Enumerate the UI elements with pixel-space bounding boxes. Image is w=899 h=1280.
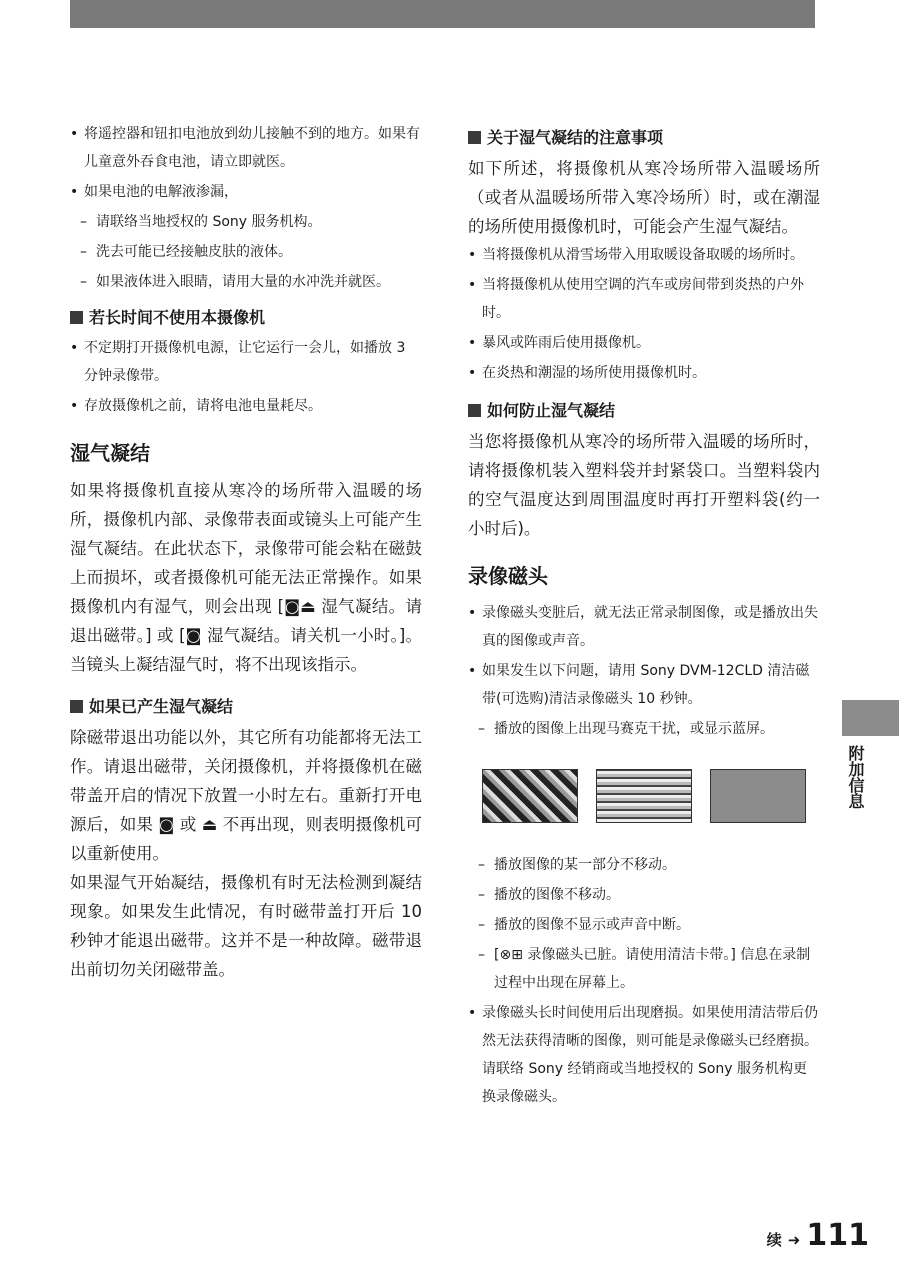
battery-dash-3: – 如果液体进入眼睛，请用大量的水冲洗并就医。 [70,268,422,296]
continued-label: 续 [766,1231,782,1249]
arrow-right-icon: ➜ [787,1231,801,1249]
battery-bullet-1: • 将遥控器和钮扣电池放到幼儿接触不到的地方。如果有儿童意外吞食电池，请立即就医。 [70,120,422,176]
section-side-label: 附加信息 [846,745,865,809]
notes-bullet-3: • 暴风或阵雨后使用摄像机。 [468,329,820,357]
blue-screen-image [710,769,806,823]
left-column [70,120,422,984]
prevent-heading [468,397,820,425]
prevent-paragraph: 当您将摄像机从寒冷的场所带入温暖的场所时，请将摄像机装入塑料袋并封紧袋口。当塑料袋内的空气温度达到周围温度时再打开塑料袋(约一小时后)。 [468,432,820,538]
notes-heading-text: 关于湿气凝结的注意事项 [487,128,664,147]
square-bullet-icon [468,404,481,417]
occurred-heading-text: 如果已产生湿气凝结 [89,697,234,716]
occurred-paragraph-2: 如果湿气开始凝结，摄像机有时无法检测到凝结现象。如果发生此情况，有时磁带盖打开后 10 秒钟才能退出磁带。这并不是一种故障。磁带退出前切勿关闭磁带盖。 [70,873,422,979]
unused-heading [70,304,422,332]
battery-bullet-2: • 如果电池的电解液渗漏， [70,178,422,206]
occurred-heading [70,693,422,721]
mosaic-noise-image [482,769,578,823]
square-bullet-icon [468,131,481,144]
battery-dash-1: – 请联络当地授权的 Sony 服务机构。 [70,208,422,236]
prevent-heading-text: 如何防止湿气凝结 [487,401,616,420]
heads-dash-1: – 播放图像的某一部分不移动。 [468,851,820,879]
square-bullet-icon [70,311,83,324]
top-header-bar [70,0,815,28]
condensation-paragraph: 如果将摄像机直接从寒冷的场所带入温暖的场所，摄像机内部、录像带表面或镜头上可能产生湿气凝结。在此状态下，录像带可能会粘在磁鼓上而损坏，或者摄像机可能无法正常操作。如果摄像机内有湿气，则会出现 [◙⏏ 湿气凝结。请退出磁带。] 或 [◙ 湿气凝结。请关机一小时。]。当镜头上凝结湿气时，将不出现该指示。 [70,481,422,674]
heads-bullet-3: • 录像磁头长时间使用后出现磨损。如果使用清洁带后仍然无法获得清晰的图像，则可能是录像磁头已经磨损。请联络 Sony 经销商或当地授权的 Sony 服务机构更换录像磁头。 [468,999,820,1111]
unused-bullet-1: • 不定期打开摄像机电源，让它运行一会儿，如播放 3 分钟录像带。 [70,334,422,390]
heads-dash-4: – [⊗⊞ 录像磁头已脏。请使用清洁卡带。] 信息在录制过程中出现在屏幕上。 [468,941,820,997]
occurred-paragraph-1: 除磁带退出功能以外，其它所有功能都将无法工作。请退出磁带，关闭摄像机，并将摄像机在磁带盖开启的情况下放置一小时左右。重新打开电源后，如果 ◙ 或 ⏏ 不再出现，则表明摄像机可以重新使用。 [70,728,422,863]
heads-dash-2: – 播放的图像不移动。 [468,881,820,909]
notes-bullet-2: • 当将摄像机从使用空调的汽车或房间带到炎热的户外时。 [468,271,820,327]
page-footer [767,1218,869,1253]
streak-noise-image [596,769,692,823]
heads-dash-3: – 播放的图像不显示或声音中断。 [468,911,820,939]
unused-bullet-2: • 存放摄像机之前，请将电池电量耗尽。 [70,392,422,420]
heads-title: 录像磁头 [468,564,548,588]
unused-heading-text: 若长时间不使用本摄像机 [89,308,266,327]
heads-bullet-1: • 录像磁头变脏后，就无法正常录制图像，或是播放出失真的图像或声音。 [468,599,820,655]
battery-dash-2: – 洗去可能已经接触皮肤的液体。 [70,238,422,266]
notes-bullet-1: • 当将摄像机从滑雪场带入用取暖设备取暖的场所时。 [468,241,820,269]
notes-heading [468,124,820,152]
heads-bullet-2: • 如果发生以下问题，请用 Sony DVM-12CLD 清洁磁带(可选购)清洁录像磁头 10 秒钟。 [468,657,820,713]
page-number: 111 [806,1218,869,1253]
heads-dash-mosaic: – 播放的图像上出现马赛克干扰，或显示蓝屏。 [468,715,820,743]
notes-bullet-4: • 在炎热和潮湿的场所使用摄像机时。 [468,359,820,387]
section-side-tab [842,700,899,736]
condensation-title: 湿气凝结 [70,441,150,465]
right-column [468,120,820,1113]
noise-examples [482,769,820,823]
notes-paragraph: 如下所述，将摄像机从寒冷场所带入温暖场所（或者从温暖场所带入寒冷场所）时，或在潮湿的场所使用摄像机时，可能会产生湿气凝结。 [468,159,820,236]
square-bullet-icon [70,700,83,713]
